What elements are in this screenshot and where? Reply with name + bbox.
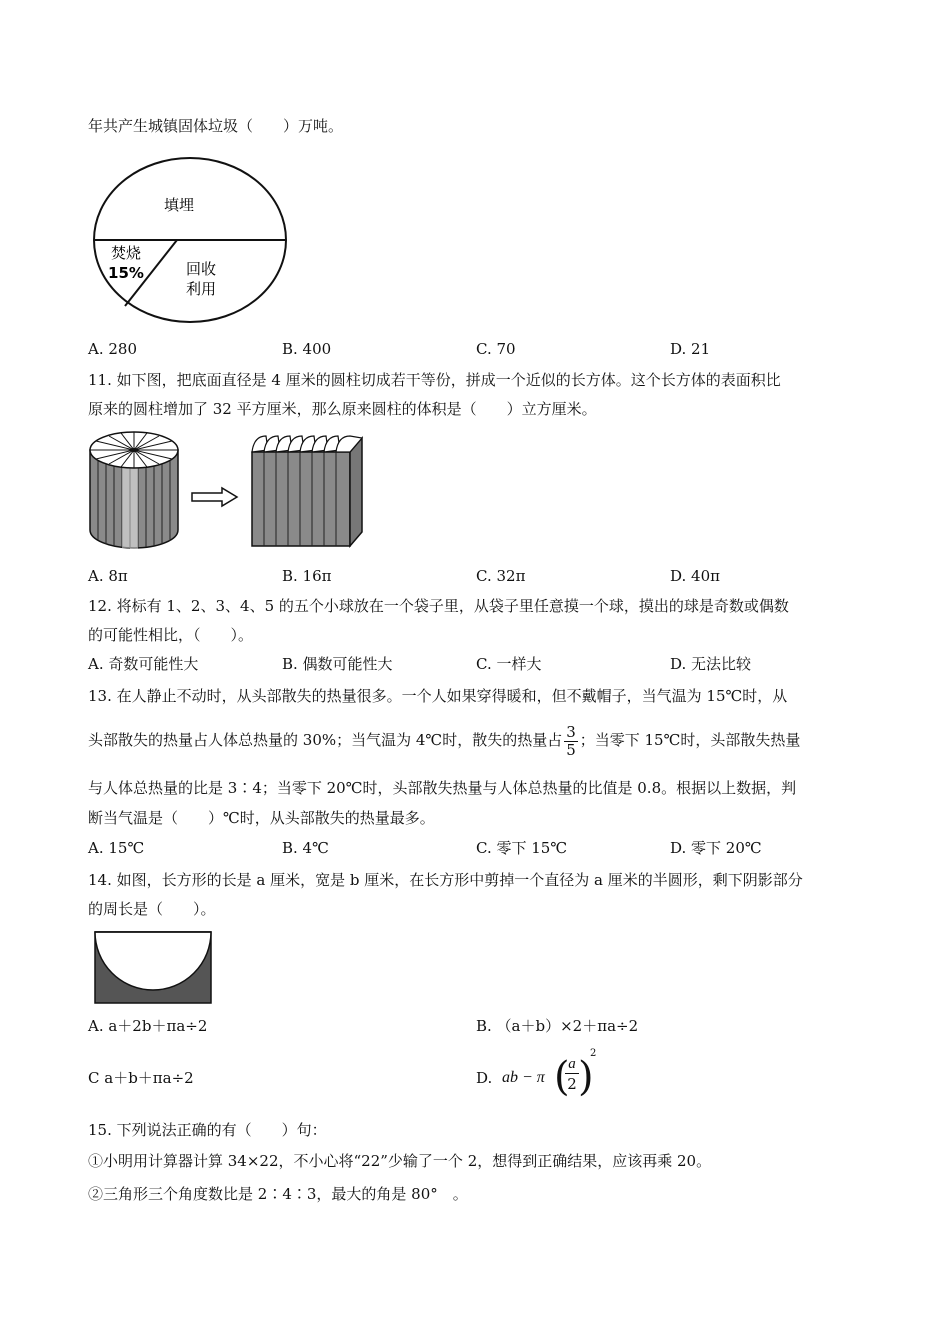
q10-option-a[interactable]: A. 280: [88, 340, 137, 358]
q14-option-c[interactable]: C a＋b＋πa÷2: [88, 1069, 194, 1087]
q14-option-d-label: D.: [476, 1069, 493, 1087]
q11-line-1: 11. 如下图，把底面直径是 4 厘米的圆柱切成若干等份，拼成一个近似的长方体。这个长方体的表面积比: [88, 371, 781, 389]
pie-label-recycle-2: 利用: [185, 280, 217, 298]
q13-line-2: [88, 722, 800, 759]
q11-option-d[interactable]: D. 40π: [670, 567, 720, 585]
q12-option-c[interactable]: C. 一样大: [476, 655, 542, 673]
q13-line-4: 断当气温是（ ）℃时，从头部散失的热量最多。: [88, 809, 435, 827]
q10-option-b[interactable]: B. 400: [282, 340, 332, 358]
q15-line-1: 15. 下列说法正确的有（ ）句：: [88, 1121, 327, 1139]
q11-arrow-icon: [190, 486, 240, 508]
q12-line-1: 12. 将标有 1、2、3、4、5 的五个小球放在一个袋子里，从袋子里任意摸一个球，摸出的球是奇数或偶数: [88, 597, 789, 615]
q14-rectangle-figure: [92, 928, 214, 1006]
q13-line-1: 13. 在人静止不动时，从头部散失的热量很多。一个人如果穿得暖和，但不戴帽子，当气温为 15℃时，从: [88, 687, 788, 705]
pie-label-landfill: 填埋: [163, 196, 195, 214]
q13-option-c[interactable]: C. 零下 15℃: [476, 839, 568, 857]
q14-option-d-numerator: a: [565, 1056, 579, 1074]
q13-option-b[interactable]: B. 4℃: [282, 839, 329, 857]
q14-option-d-right-paren: ): [578, 1054, 594, 1100]
pie-label-incineration-pct: 15%: [108, 264, 144, 282]
q13-line-2b: ；当零下 15℃时，头部散失热量: [579, 731, 801, 749]
q14-option-d-denominator: 2: [567, 1075, 577, 1093]
q13-option-d[interactable]: D. 零下 20℃: [670, 839, 762, 857]
q11-option-c[interactable]: C. 32π: [476, 567, 526, 585]
pie-label-recycle-1: 回收: [185, 260, 217, 278]
q10-pie-chart: [90, 156, 290, 328]
q14-option-d-left-paren: (: [554, 1054, 570, 1100]
q13-fraction: [564, 724, 578, 759]
q10-option-d[interactable]: D. 21: [670, 340, 711, 358]
q13-fraction-numerator: 3: [566, 722, 576, 741]
q12-line-2: 的可能性相比，（ ）。: [88, 626, 254, 644]
q13-option-a[interactable]: A. 15℃: [88, 839, 145, 857]
q11-cylinder-figure: [86, 428, 182, 554]
q11-option-a[interactable]: A. 8π: [88, 567, 128, 585]
q15-statement-1: ①小明用计算器计算 34×22，不小心将“22”少输了一个 2，想得到正确结果，应该再乘 20。: [88, 1152, 712, 1170]
q14-option-d-exponent: 2: [590, 1048, 597, 1059]
q10-tail-text: 年共产生城镇固体垃圾（ ）万吨。: [88, 117, 344, 135]
q14-line-2: 的周长是（ ）。: [88, 900, 216, 918]
q11-line-2: 原来的圆柱增加了 32 平方厘米，那么原来圆柱的体积是（ ）立方厘米。: [88, 400, 597, 418]
q12-option-b[interactable]: B. 偶数可能性大: [282, 655, 393, 673]
q12-option-a[interactable]: A. 奇数可能性大: [88, 655, 199, 673]
q14-option-b[interactable]: B. （a＋b）×2＋πa÷2: [476, 1017, 639, 1035]
q13-line-3: 与人体总热量的比是 3∶4；当零下 20℃时，头部散失热量与人体总热量的比值是 0.8。根据以上数据，判: [88, 779, 797, 797]
q11-cuboid-figure: [246, 430, 368, 550]
pie-label-incineration: 焚烧: [110, 244, 142, 262]
q14-option-d-expression: ab − π: [502, 1069, 545, 1086]
q13-fraction-denominator: 5: [566, 740, 576, 759]
q12-option-d[interactable]: D. 无法比较: [670, 655, 752, 673]
q13-line-2a: 头部散失的热量占人体总热量的 30%；当气温为 4℃时，散失的热量占: [88, 731, 563, 749]
q10-option-c[interactable]: C. 70: [476, 340, 516, 358]
q14-line-1: 14. 如图，长方形的长是 a 厘米，宽是 b 厘米，在长方形中剪掉一个直径为 a 厘米的半圆形，剩下阴影部分: [88, 871, 803, 889]
q15-statement-2: ②三角形三个角度数比是 2∶4∶3，最大的角是 80° 。: [88, 1185, 468, 1203]
q11-option-b[interactable]: B. 16π: [282, 567, 332, 585]
q14-option-a[interactable]: A. a＋2b＋πa÷2: [88, 1017, 208, 1035]
